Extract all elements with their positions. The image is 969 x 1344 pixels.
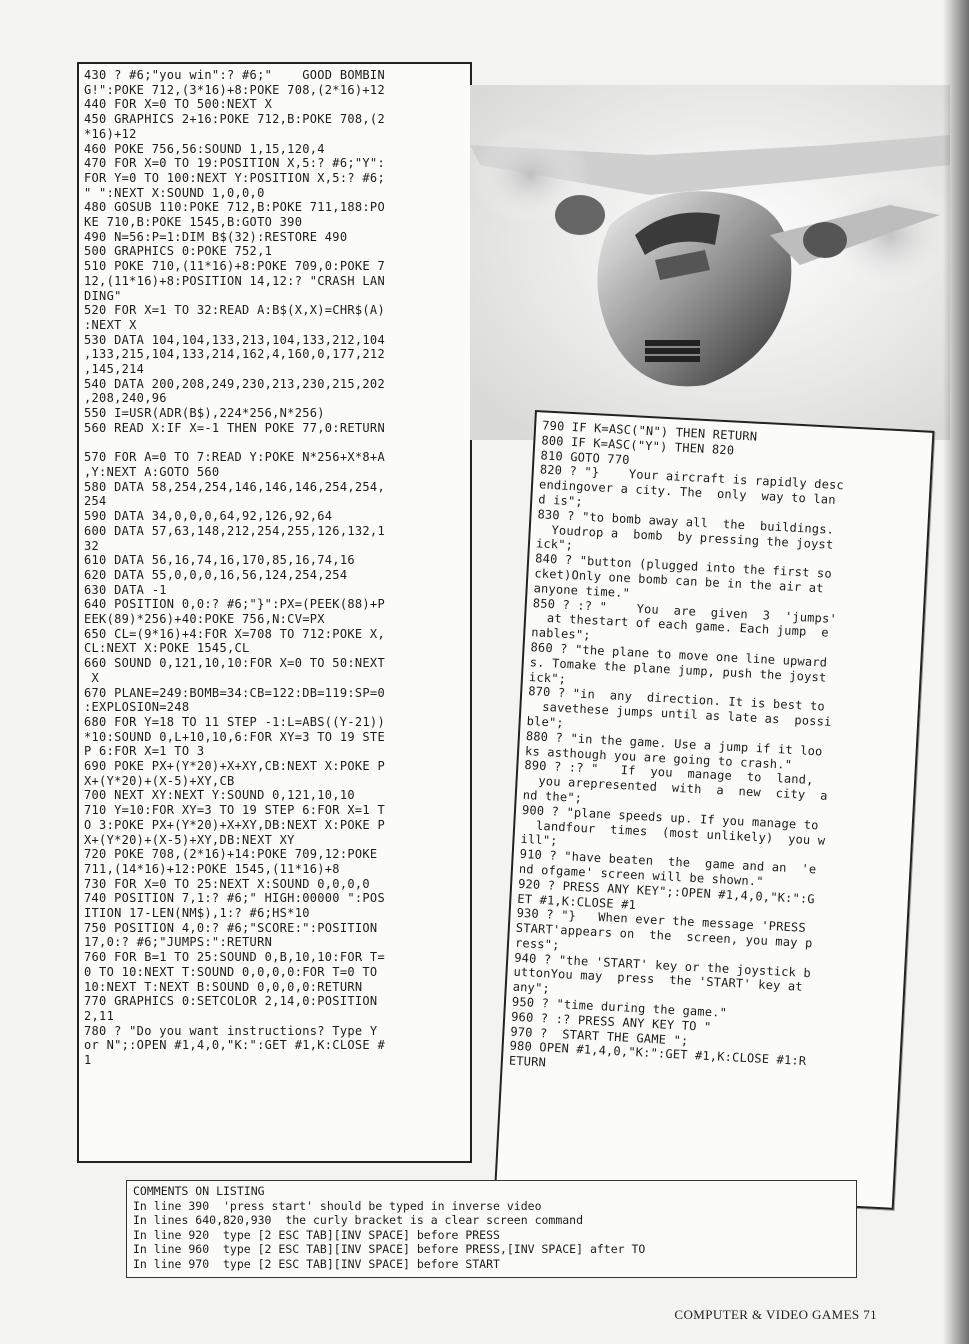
- bomber-aircraft-photo: [470, 85, 950, 440]
- listing-left-text: 430 ? #6;"you win":? #6;" GOOD BOMBIN G!":POKE 712,(3*16)+8:POKE 708,(2*16)+12 440 FOR X=0 TO 500:NEXT X 450 GRAPHICS 2+16:POKE 712,B:POKE 708,(2 *16)+12 460 POKE 756,56:SOUND 1,15,120,4 470 FOR X=0 TO 19:POSITION X,5:? #6;"Y": FOR Y=0 TO 100:NEXT Y:POSITION X,5:? #6; " ":NEXT X:SOUND 1,0,0,0 480 GOSUB 110:POKE 712,B:POKE 711,188:PO KE 710,B:POKE 1545,B:GOTO 390 490 N=56:P=1:DIM B$(32):RESTORE 490 500 GRAPHICS 0:POKE 752,1 510 POKE 710,(11*16)+8:POKE 709,0:POKE 7 12,(11*16)+8:POSITION 14,12:? "CRASH LAN DING" 520 FOR X=1 TO 32:READ A:B$(X,X)=CHR$(A) :NEXT X 530 DATA 104,104,133,213,104,133,212,104 ,133,215,104,133,214,162,4,160,0,177,212 ,145,214 540 DATA 200,208,249,230,213,230,215,202 ,208,240,96 550 I=USR(ADR(B$),224*256,N*256) 560 READ X:IF X=-1 THEN POKE 77,0:RETURN 570 FOR A=0 TO 7:READ Y:POKE N*256+X*8+A ,Y:NEXT A:GOTO 560 580 DATA 58,254,254,146,146,146,254,254, 254 590 DATA 34,0,0,0,64,92,126,92,64 600 DATA 57,63,148,212,254,255,126,132,1 32 610 DATA 56,16,74,16,170,85,16,74,16 620 DATA 55,0,0,0,16,56,124,254,254 630 DATA -1 640 POSITION 0,0:? #6;"}":PX=(PEEK(88)+P EEK(89)*256)+40:POKE 756,N:CV=PX 650 CL=(9*16)+4:FOR X=708 TO 712:POKE X, CL:NEXT X:POKE 1545,CL 660 SOUND 0,121,10,10:FOR X=0 TO 50:NEXT X 670 PLANE=249:BOMB=34:CB=122:DB=119:SP=0 :EXPLOSION=248 680 FOR Y=18 TO 11 STEP -1:L=ABS((Y-21)) *10:SOUND 0,L+10,10,6:FOR XY=3 TO 19 STE P 6:FOR X=1 TO 3 690 POKE PX+(Y*20)+X+XY,CB:NEXT X:POKE P X+(Y*20)+(X-5)+XY,CB 700 NEXT XY:NEXT Y:SOUND 0,121,10,10 710 Y=10:FOR XY=3 TO 19 STEP 6:FOR X=1 T O 3:POKE PX+(Y*20)+X+XY,DB:NEXT X:POKE P X+(Y*20)+(X-5)+XY,DB:NEXT XY 720 POKE 708,(2*16)+14:POKE 709,12:POKE 711,(14*16)+12:POKE 1545,(11*16)+8 730 FOR X=0 TO 25:NEXT X:SOUND 0,0,0,0 740 POSITION 7,1:? #6;" HIGH:00000 ":POS ITION 17-LEN(NM$),1:? #6;HS*10 750 POSITION 4,0:? #6;"SCORE:":POSITION 17,0:? #6;"JUMPS:":RETURN 760 FOR B=1 TO 25:SOUND 0,B,10,10:FOR T= 0 TO 10:NEXT T:SOUND 0,0,0,0:FOR T=0 TO 10:NEXT T:NEXT B:SOUND 0,0,0,0:RETURN 770 GRAPHICS 0:SETCOLOR 2,14,0:POSITION 2,11 780 ? "Do you want instructions? Type Y or N";:OPEN #1,4,0,"K:":GET #1,K:CLOSE # 1: [84, 68, 385, 1068]
- page-edge-shadow: [943, 0, 969, 1344]
- listing-right-text: 790 IF K=ASC("N") THEN RETURN 800 IF K=ASC("Y") THEN 820 810 GOTO 770 820 ? "} Your aircraft is rapidly desc endingover a city. The only way to lan d is"; 830 ? "to bomb away all the buildings. Youdrop a bomb by pressing the joyst ick"; 840 ? "button (plugged into the first so cket)Only one bomb can be in the air at anyone time." 850 ? :? " You are given 3 'jumps' at thestart of each game. Each jump e nables"; 860 ? "the plane to move one line upward s. Tomake the plane jump, push the joyst ick"; 870 ? "in any direction. It is best to savethese jumps until as late as possi ble"; 880 ? "in the game. Use a jump if it loo ks asthough you are going to crash." 890 ? :? " If you manage to land, you arepresented with a new city a nd the"; 900 ? "plane speeds up. If you manage to landfour times (most unlikely) you w ill"; 910 ? "have beaten the game and an 'e nd ofgame' screen will be shown." 920 ? PRESS ANY KEY";:OPEN #1,4,0,"K:":G ET #1,K:CLOSE #1 930 ? "} When ever the message 'PRESS START'appears on the screen, you may p ress"; 940 ? "the 'START' key or the joystick b uttonYou may press the 'START' key at any"; 950 ? "time during the game." 960 ? :? PRESS ANY KEY TO " 970 ? START THE GAME "; 980 OPEN #1,4,0,"K:":GET #1,K:CLOSE #1:R ETURN: [508, 418, 845, 1070]
- program-listing-right: [494, 410, 934, 1210]
- comments-text: COMMENTS ON LISTING In line 390 'press start' should be typed in inverse video In lines 640,820,930 the curly bracket is a clear screen command In line 920 type [2 ESC TAB][INV SPACE] before PRESS In line 960 type [2 ESC TAB][INV SPACE] before PRESS,[INV SPACE] after TO In line 970 type [2 ESC TAB][INV SPACE] before START: [133, 1184, 646, 1271]
- page-footer: COMPUTER & VIDEO GAMES 71: [674, 1307, 877, 1322]
- program-listing-left: [77, 62, 472, 1163]
- comments-box: [126, 1180, 857, 1278]
